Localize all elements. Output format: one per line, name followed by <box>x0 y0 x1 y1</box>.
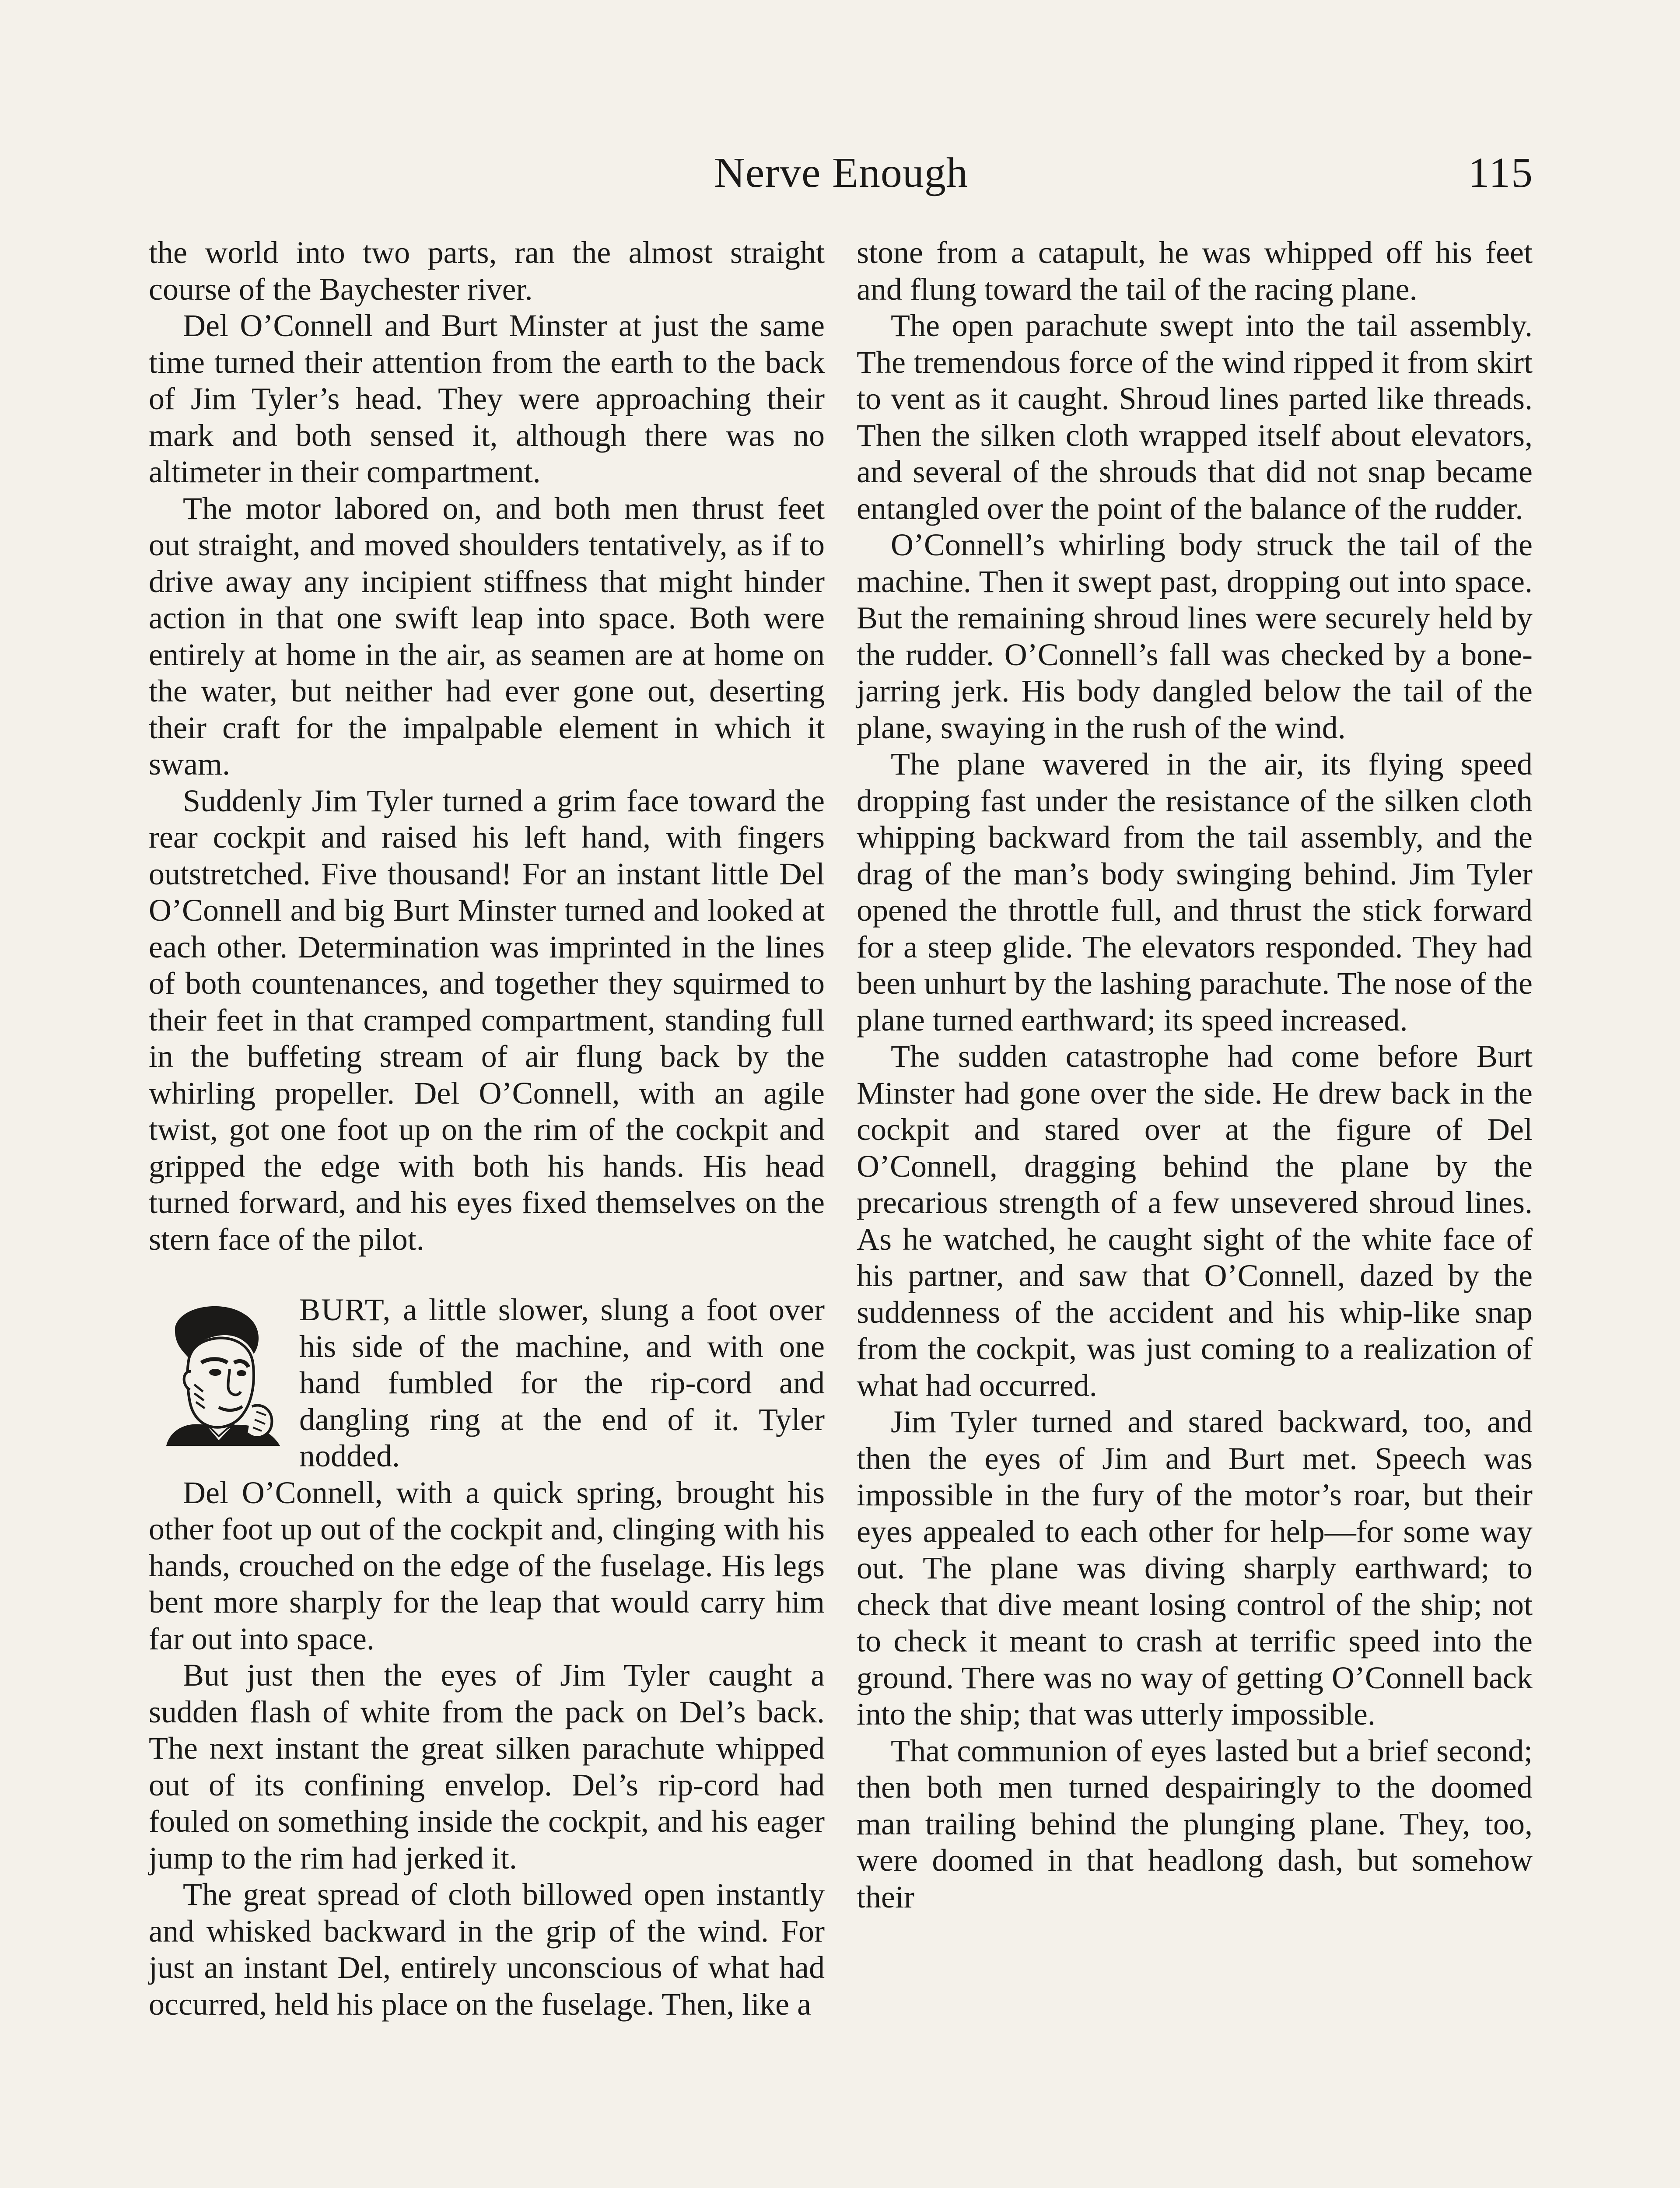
left-column <box>149 235 825 2023</box>
portrait-illustration <box>149 1297 284 1446</box>
paragraph: Del O’Connell, with a quick spring, brought his other foot up out of the cockpit and, clinging with his hands, crouched on the edge of the fuselage. His legs bent more sharply for the leap that would carry him far out into space. <box>149 1475 825 1656</box>
paragraph: Del O’Connell and Burt Minster at just the same time turned their attention from the earth to the back of Jim Tyler’s head. They were approaching their mark and both sensed it, although there was no altimeter in their compartment. <box>149 308 825 489</box>
paragraph: stone from a catapult, he was whipped off his feet and flung toward the tail of the racing plane. <box>857 235 1533 307</box>
paragraph: The motor labored on, and both men thrust feet out straight, and moved shoulders tentatively, as if to drive away any incipient stiffness that might hinder action in that one swift leap into space. Both were entirely at home in the air, as seamen are at home on the water, but neither had ever gone out, deserting their craft for the impalpable element in which it swam. <box>149 491 825 782</box>
section-opening-paragraph <box>149 1292 825 1475</box>
page-header <box>149 142 1533 208</box>
right-column <box>857 235 1533 1915</box>
page-number: 115 <box>1468 149 1533 196</box>
paragraph: The plane wavered in the air, its flying speed dropping fast under the resistance of the silken cloth whipping backward from the tail assembly, and the drag of the man’s body swinging behind. Jim Tyler opened the throttle full, and thrust the stick forward for a steep glide. The elevators responded. They had been unhurt by the lashing parachute. The nose of the plane turned earthward; its speed increased. <box>857 747 1533 1038</box>
running-title: Nerve Enough <box>714 149 968 196</box>
paragraph: Suddenly Jim Tyler turned a grim face toward the rear cockpit and raised his left hand, with fingers outstretched. Five thousand! For an instant little Del O’Connell and big Burt Minster turned and looked at each other. Determination was imprinted in the lines of both countenances, and together they squirmed to their feet in that cramped compartment, standing full in the buffeting stream of air flung back by the whirling propeller. Del O’Connell, with an agile twist, got one foot up on the rim of the cockpit and gripped the edge with both his hands. His head turned forward, and his eyes fixed themselves on the stern face of the pilot. <box>149 783 825 1257</box>
paragraph: Jim Tyler turned and stared backward, too, and then the eyes of Jim and Burt met. Speech was impossible in the fury of the motor’s roar, but their eyes appealed to each other for help—for some way out. The plane was diving sharply earthward; to check that dive meant losing control of the ship; not to check it meant to crash at terrific speed into the ground. There was no way of getting O’Connell back into the ship; that was utterly impossible. <box>857 1404 1533 1732</box>
paragraph: The open parachute swept into the tail assembly. The tremendous force of the wind ripped it from skirt to vent as it caught. Shroud lines parted like threads. Then the silken cloth wrapped itself about elevators, and several of the shrouds that did not snap became entangled over the point of the balance of the rudder. <box>857 308 1533 526</box>
section-lead-word: BURT, <box>299 1292 392 1327</box>
paragraph: O’Connell’s whirling body struck the tail of the machine. Then it swept past, dropping out into space. But the remaining shroud lines were securely held by the rudder. O’Connell’s fall was checked by a bone-jarring jerk. His body dangled below the tail of the plane, swaying in the rush of the wind. <box>857 527 1533 745</box>
paragraph: The great spread of cloth billowed open instantly and whisked backward in the grip of the wind. For just an instant Del, entirely unconscious of what had occurred, held his place on the fuselage. Then, like a <box>149 1877 825 2022</box>
paragraph: The sudden catastrophe had come before Burt Minster had gone over the side. He drew back in the cockpit and stared over at the figure of Del O’Connell, dragging behind the plane by the precarious strength of a few unsevered shroud lines. As he watched, he caught sight of the white face of his partner, and saw that O’Connell, dazed by the suddenness of the accident and his whip-like snap from the cockpit, was just coming to a realization of what had occurred. <box>857 1039 1533 1403</box>
paragraph: But just then the eyes of Jim Tyler caught a sudden flash of white from the pack on Del’s back. The next instant the great silken parachute whipped out of its confining envelop. Del’s rip-cord had fouled on something inside the cockpit, and his eager jump to the rim had jerked it. <box>149 1658 825 1876</box>
paragraph: That communion of eyes lasted but a brief second; then both men turned despairingly to the doomed man trailing behind the plunging plane. They, too, were doomed in that headlong dash, but somehow their <box>857 1733 1533 1914</box>
section-lead-text: a little slower, slung a foot over his side of the machine, and with one hand fumbled for the rip-cord and dangling ring at the end of it. Tyler nodded. <box>299 1292 825 1473</box>
paragraph: the world into two parts, ran the almost straight course of the Baychester river. <box>149 235 825 307</box>
